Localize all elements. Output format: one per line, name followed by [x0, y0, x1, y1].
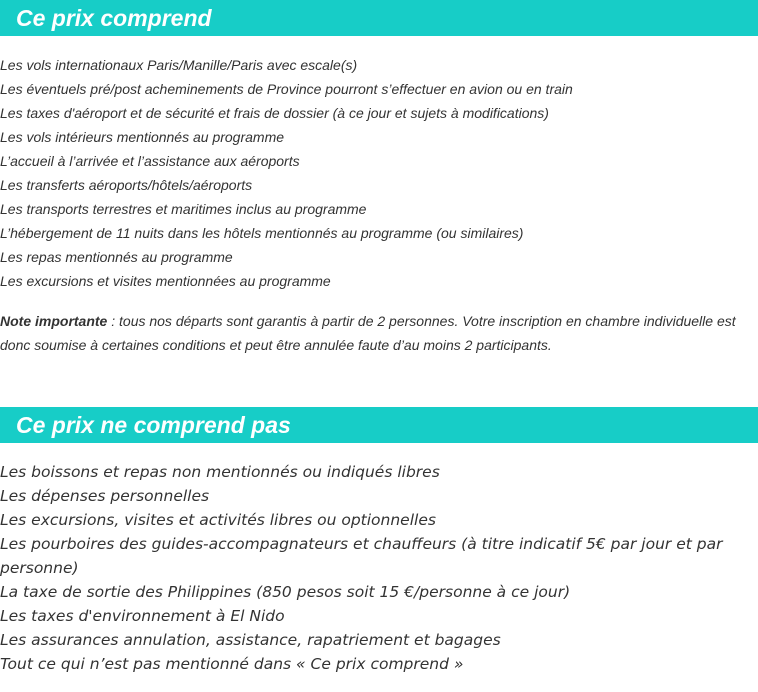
list-item: Les taxes d'aéroport et de sécurité et frais de dossier (à ce jour et sujets à modifications) — [0, 105, 549, 121]
list-item: Les boissons et repas non mentionnés ou indiqués libres — [0, 463, 440, 481]
note-label: Note importante — [0, 313, 108, 329]
list-item: Les excursions et visites mentionnées au programme — [0, 273, 331, 289]
includes-list — [0, 53, 573, 293]
list-item: L’hébergement de 11 nuits dans les hôtels mentionnés au programme (ou similaires) — [0, 225, 524, 241]
excludes-list — [0, 460, 754, 676]
list-item: L’accueil à l’arrivée et l’assistance aux aéroports — [0, 153, 300, 169]
list-item: Les assurances annulation, assistance, rapatriement et bagages — [0, 631, 501, 649]
note-text: : tous nos départs sont garantis à partir de 2 personnes. Votre inscription en chambre individuelle est donc soumise à certaines conditions et peut être annulée faute d’au moins 2 participants. — [0, 313, 736, 353]
important-note — [0, 309, 752, 357]
list-item: La taxe de sortie des Philippines (850 pesos soit 15 €/personne à ce jour) — [0, 583, 571, 601]
list-item: Les taxes d'environnement à El Nido — [0, 607, 285, 625]
list-item: Les pourboires des guides-accompagnateurs et chauffeurs (à titre indicatif 5€ par jour et par personne) — [0, 535, 723, 577]
list-item: Les repas mentionnés au programme — [0, 249, 233, 265]
list-item: Les éventuels pré/post acheminements de Province pourront s’effectuer en avion ou en train — [0, 81, 573, 97]
list-item: Les transferts aéroports/hôtels/aéroports — [0, 177, 253, 193]
list-item: Les transports terrestres et maritimes inclus au programme — [0, 201, 367, 217]
includes-heading: Ce prix comprend — [0, 0, 758, 36]
excludes-heading: Ce prix ne comprend pas — [0, 407, 758, 443]
list-item: Les vols intérieurs mentionnés au programme — [0, 129, 285, 145]
list-item: Les dépenses personnelles — [0, 487, 210, 505]
list-item: Les excursions, visites et activités libres ou optionnelles — [0, 511, 436, 529]
list-item: Tout ce qui n’est pas mentionné dans « Ce prix comprend » — [0, 655, 464, 673]
list-item: Les vols internationaux Paris/Manille/Paris avec escale(s) — [0, 57, 358, 73]
